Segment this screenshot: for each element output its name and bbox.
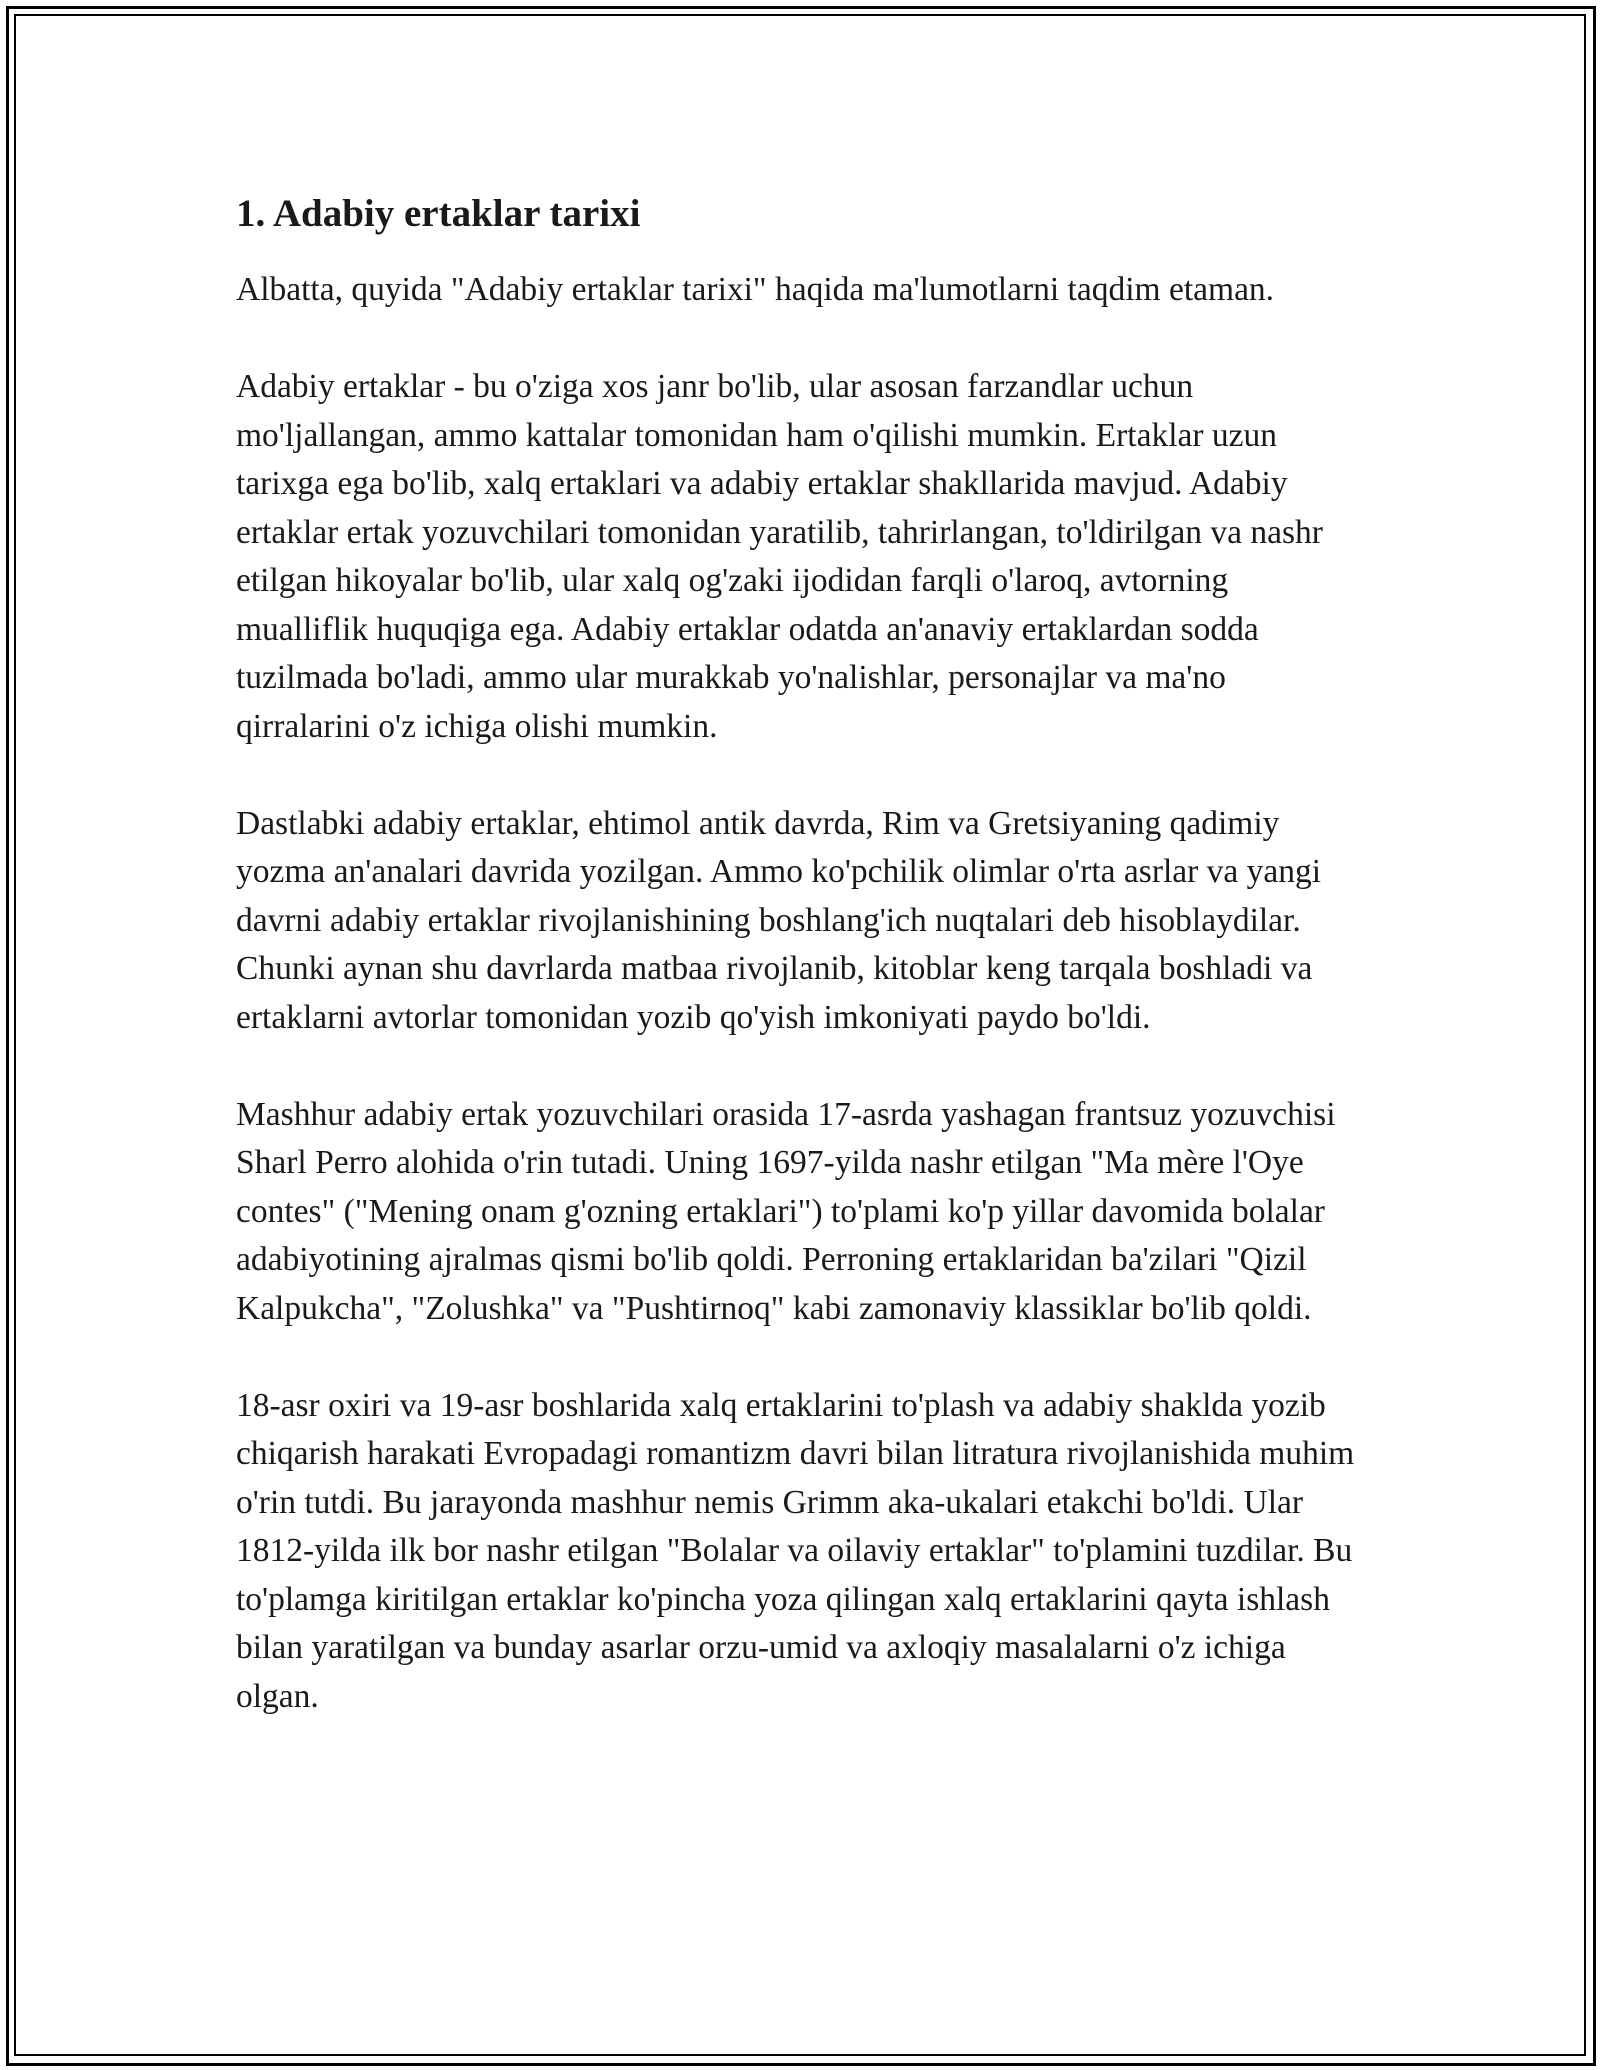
document-body	[236, 184, 1366, 1770]
paragraph-grimm: 18-asr oxiri va 19-asr boshlarida xalq ertaklarini to'plash va adabiy shaklda yozib chiqarish harakati Evropadagi romantizm davri bilan litratura rivojlanishida muhim o'rin tutdi. Bu jarayonda mashhur nemis Grimm aka-ukalari etakchi bo'ldi. Ular 1812-yilda ilk bor nashr etilgan "Bolalar va oilaviy ertaklar" to'plamini tuzdilar. Bu to'plamga kiritilgan ertaklar ko'pincha yoza qilingan xalq ertaklarini qayta ishlash bilan yaratilgan va bunday asarlar orzu-umid va axloqiy masalalarni o'z ichiga olgan.	[236, 1386, 1355, 1715]
paragraph-definition: Adabiy ertaklar - bu o'ziga xos janr bo'lib, ular asosan farzandlar uchun mo'ljallangan, ammo kattalar tomonidan ham o'qilishi mumkin. Ertaklar uzun tarixga ega bo'lib, xalq ertaklari va adabiy ertaklar shakllarida mavjud. Adabiy ertaklar ertak yozuvchilari tomonidan yaratilib, tahrirlangan, to'ldirilgan va nashr etilgan hikoyalar bo'lib, ular xalq og'zaki ijodidan farqli o'laroq, avtorning mualliflik huquqiga ega. Adabiy ertaklar odatda an'anaviy ertaklardan sodda tuzilmada bo'ladi, ammo ular murakkab yo'nalishlar, personajlar va ma'no qirralarini o'z ichiga olishi mumkin.	[236, 368, 1323, 745]
paragraph-perrault: Mashhur adabiy ertak yozuvchilari orasida 17-asrda yashagan frantsuz yozuvchisi Sharl Perro alohida o'rin tutadi. Uning 1697-yilda nashr etilgan "Ma mère l'Oye contes" ("Mening onam g'ozning ertaklari") to'plami ko'p yillar davomida bolalar adabiyotining ajralmas qismi bo'lib qoldi. Perroning ertaklaridan ba'zilari "Qizil Kalpukcha", "Zolushka" va "Pushtirnoq" kabi zamonaviy klassiklar bo'lib qoldi.	[236, 1095, 1336, 1327]
paragraph-origins: Dastlabki adabiy ertaklar, ehtimol antik davrda, Rim va Gretsiyaning qadimiy yozma an'analari davrida yozilgan. Ammo ko'pchilik olimlar o'rta asrlar va yangi davrni adabiy ertaklar rivojlanishining boshlang'ich nuqtalari deb hisoblaydilar. Chunki aynan shu davrlarda matbaa rivojlanib, kitoblar keng tarqala boshladi va ertaklarni avtorlar tomonidan yozib qo'yish imkoniyati paydo bo'ldi.	[236, 804, 1322, 1036]
section-heading: 1. Adabiy ertaklar tarixi	[236, 192, 641, 235]
paragraph-intro: Albatta, quyida "Adabiy ertaklar tarixi" haqida ma'lumotlarni taqdim etaman.	[236, 271, 1275, 308]
